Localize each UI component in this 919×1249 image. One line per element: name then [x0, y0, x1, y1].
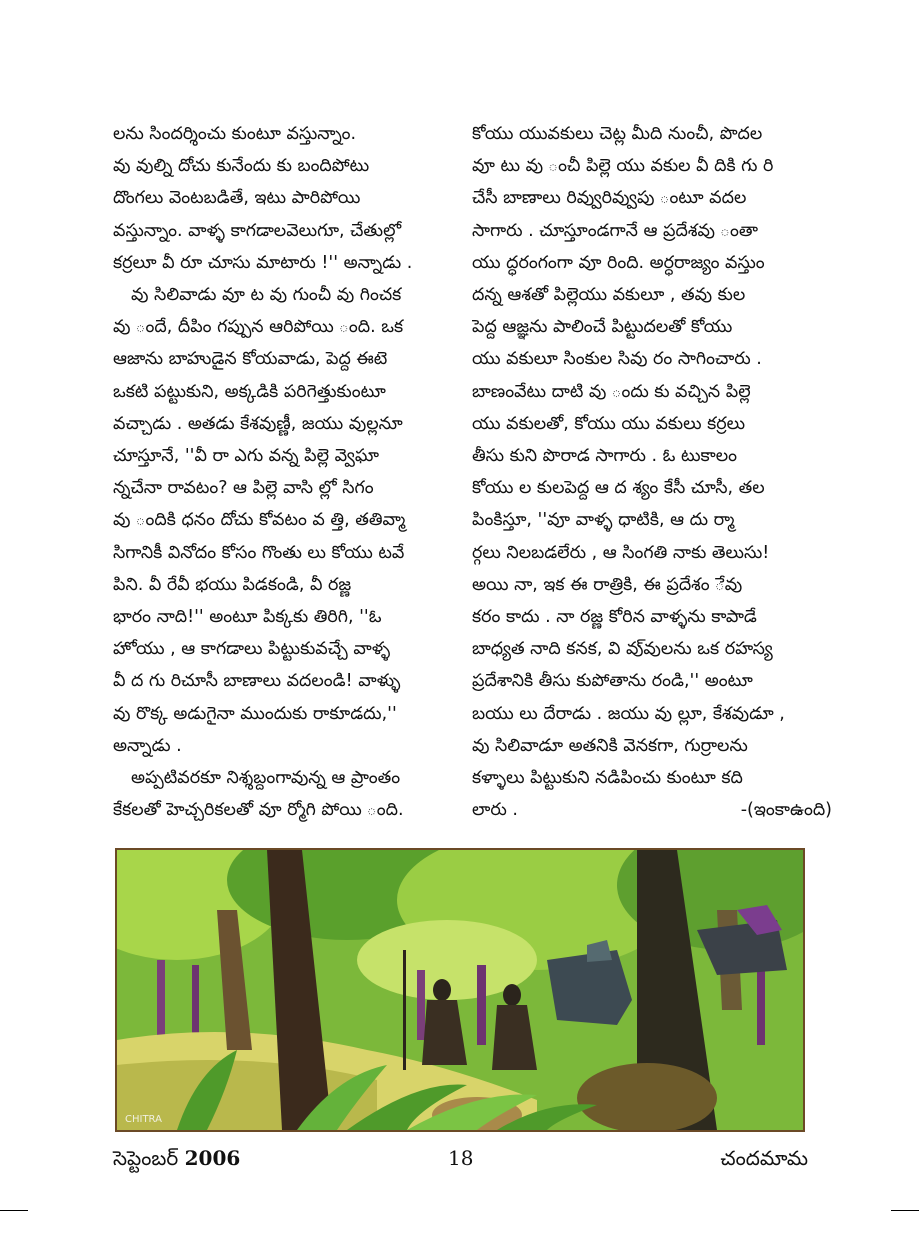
- text-line: లను సిందర్శించు కుంటూ వస్తున్నాం.: [113, 124, 357, 144]
- text-line: భారం నాది!'' అంటూ పిక్కకు తిరిగి, ''ఓ: [113, 607, 382, 628]
- text-line: అప్పటివరకూ నిశ్శబ్దంగావున్న ఆ ప్రాంతం: [131, 768, 401, 789]
- text-line-end: లారు .: [472, 800, 518, 821]
- text-line: యు ద్ధరంగంగా వూ రింది. అర్ధరాజ్యం వస్తుం: [472, 252, 765, 273]
- text-line: పెద్ద ఆజ్ఞను పాలించే పిట్టుదలతో కోయు: [472, 317, 733, 338]
- text-line: వు రొక్క అడుగైనా ముందుకు రాకూడదు,'': [113, 703, 397, 724]
- right-text-column: [472, 118, 832, 826]
- text-line: యు వకులతో, కోయు యు వకులు కర్రలు: [472, 413, 746, 434]
- forest-illustration: [115, 848, 805, 1132]
- text-line: బాధ్యత నాది కనక, వి వు్వులను ఒక రహస్య: [472, 639, 773, 660]
- text-line: పింకిస్తూ, ''వూ వాళ్ళ ధాటికి, ఆ దు ర్మా: [472, 510, 735, 531]
- text-line: కేకలతో హెచ్చరికలతో వూ ర్మోగి పోయి ంది.: [113, 800, 404, 821]
- text-line: వు ందే, దీపిం గప్పున ఆరిపోయి ంది. ఒక: [113, 317, 404, 338]
- text-line: యు వకులూ సింకుల సివు రం సాగించారు .: [472, 349, 762, 370]
- page-number: 18: [448, 1146, 474, 1170]
- continued-label: -(ఇంకాఉంది): [740, 800, 832, 821]
- text-line: సిగానికీ వినోదం కోసం గొంతు లు కోయు టవే: [113, 542, 405, 563]
- issue-date: [113, 1146, 240, 1175]
- text-line: కర్రలూ వీ రూ చూసు మాటారు !'' అన్నాడు .: [113, 252, 413, 273]
- text-line: ఒకటి పట్టుకుని, అక్కడికి పరిగెత్తుకుంటూ: [113, 381, 386, 402]
- text-line: చేసీ బాణాలు రివ్వురివ్వుపు ంటూ వదల: [472, 188, 747, 209]
- text-line: వు సిలివాడూ అతనికి వెనకగా, గుర్రాలను: [472, 735, 748, 756]
- page-footer: [113, 1146, 808, 1176]
- text-line-last: [472, 794, 832, 826]
- artist-signature: CHITRA: [125, 1114, 162, 1125]
- crop-mark-right: [891, 1210, 919, 1211]
- text-line: వచ్చాడు . అతడు కేశవుణ్ణీ, జయు వుల్లనూ: [113, 413, 403, 434]
- text-line: దన్న ఆశతో పిల్లెయు వకులూ , తవు కుల: [472, 285, 746, 306]
- text-line: అన్నాడు .: [113, 735, 182, 756]
- text-line: వీ ద గు రిచూసీ బాణాలు వదలండి! వాళ్ళు: [113, 671, 401, 692]
- text-line: సాగారు . చూస్తూండగానే ఆ ప్రదేశవు ంతా: [472, 220, 758, 241]
- text-line: బాణంవేటు దాటి వు ందు కు వచ్చిన పిల్లె: [472, 381, 751, 402]
- text-line: వు ందికి ధనం దోచు కోవటం వ త్తి, తతివ్మా: [113, 510, 406, 531]
- magazine-name: చందమామ: [720, 1146, 808, 1170]
- crop-mark-left: [0, 1210, 28, 1211]
- text-line: వు సిలివాడు వూ ట వు గుంచీ వు గించక: [131, 285, 402, 306]
- text-line: ఆజాను బాహుడైన కోయవాడు, పెద్ద ఈటె: [113, 349, 388, 370]
- text-line: కోయు ల కులపెద్ద ఆ ద శ్యం కేసీ చూసీ, తల: [472, 478, 765, 499]
- text-line: కళ్ళాలు పిట్టుకుని నడిపించు కుంటూ కది: [472, 768, 743, 789]
- text-line: ర్గలు నిలబడలేరు , ఆ సింగతి నాకు తెలుసు!: [472, 542, 770, 563]
- text-line: వు వుల్ని దోచు కునేందు కు బందిపోటు: [113, 156, 370, 177]
- text-line: బయు లు దేరాడు . జయు వు ల్లూ, కేశవుడూ ,: [472, 703, 785, 724]
- text-line: కరం కాదు . నా రజ్ణ కోరిన వాళ్ళను కాపాడే: [472, 607, 757, 628]
- issue-month: సెప్టెంబర్: [113, 1146, 179, 1170]
- text-line: పిని. వీ రేవీ భయు పిడకండి, వీ రజ్ణ: [113, 574, 352, 595]
- text-line: న్నచేనా రావటం? ఆ పిల్లె వాసి ల్లో సిగం: [113, 478, 374, 499]
- text-line: వస్తున్నాం. వాళ్ళ కాగడాలవెలుగూ, చేతుల్లో: [113, 220, 402, 241]
- text-line: కోయు యువకులు చెట్ల మీది నుంచీ, పొదల: [472, 124, 763, 144]
- text-line: దొంగలు వెంటబడితే, ఇటు పారిపోయి: [113, 188, 361, 209]
- left-text-column: [113, 118, 473, 826]
- text-line: అయి నా, ఇక ఈ రాత్రికి, ఈ ప్రదేశం ేవు: [472, 574, 743, 595]
- text-line: తీసు కుని పొరాడ సాగారు . ఓ టుకాలం: [472, 446, 738, 467]
- text-line: వూ టు వు ంచీ పిల్లె యు వకుల వీ దికి గు రి: [472, 156, 774, 177]
- issue-year: 2006: [184, 1146, 241, 1170]
- text-line: చూస్తూనే, ''వీ రా ఎగు వన్న పిల్లె వ్వెఘా: [113, 446, 379, 467]
- text-line: ప్రదేశానికి తీసు కుపోతాను రండి,'' అంటూ: [472, 671, 753, 692]
- text-line: హోయు , ఆ కాగడాలు పిట్టుకువచ్చే వాళ్ళ: [113, 639, 391, 660]
